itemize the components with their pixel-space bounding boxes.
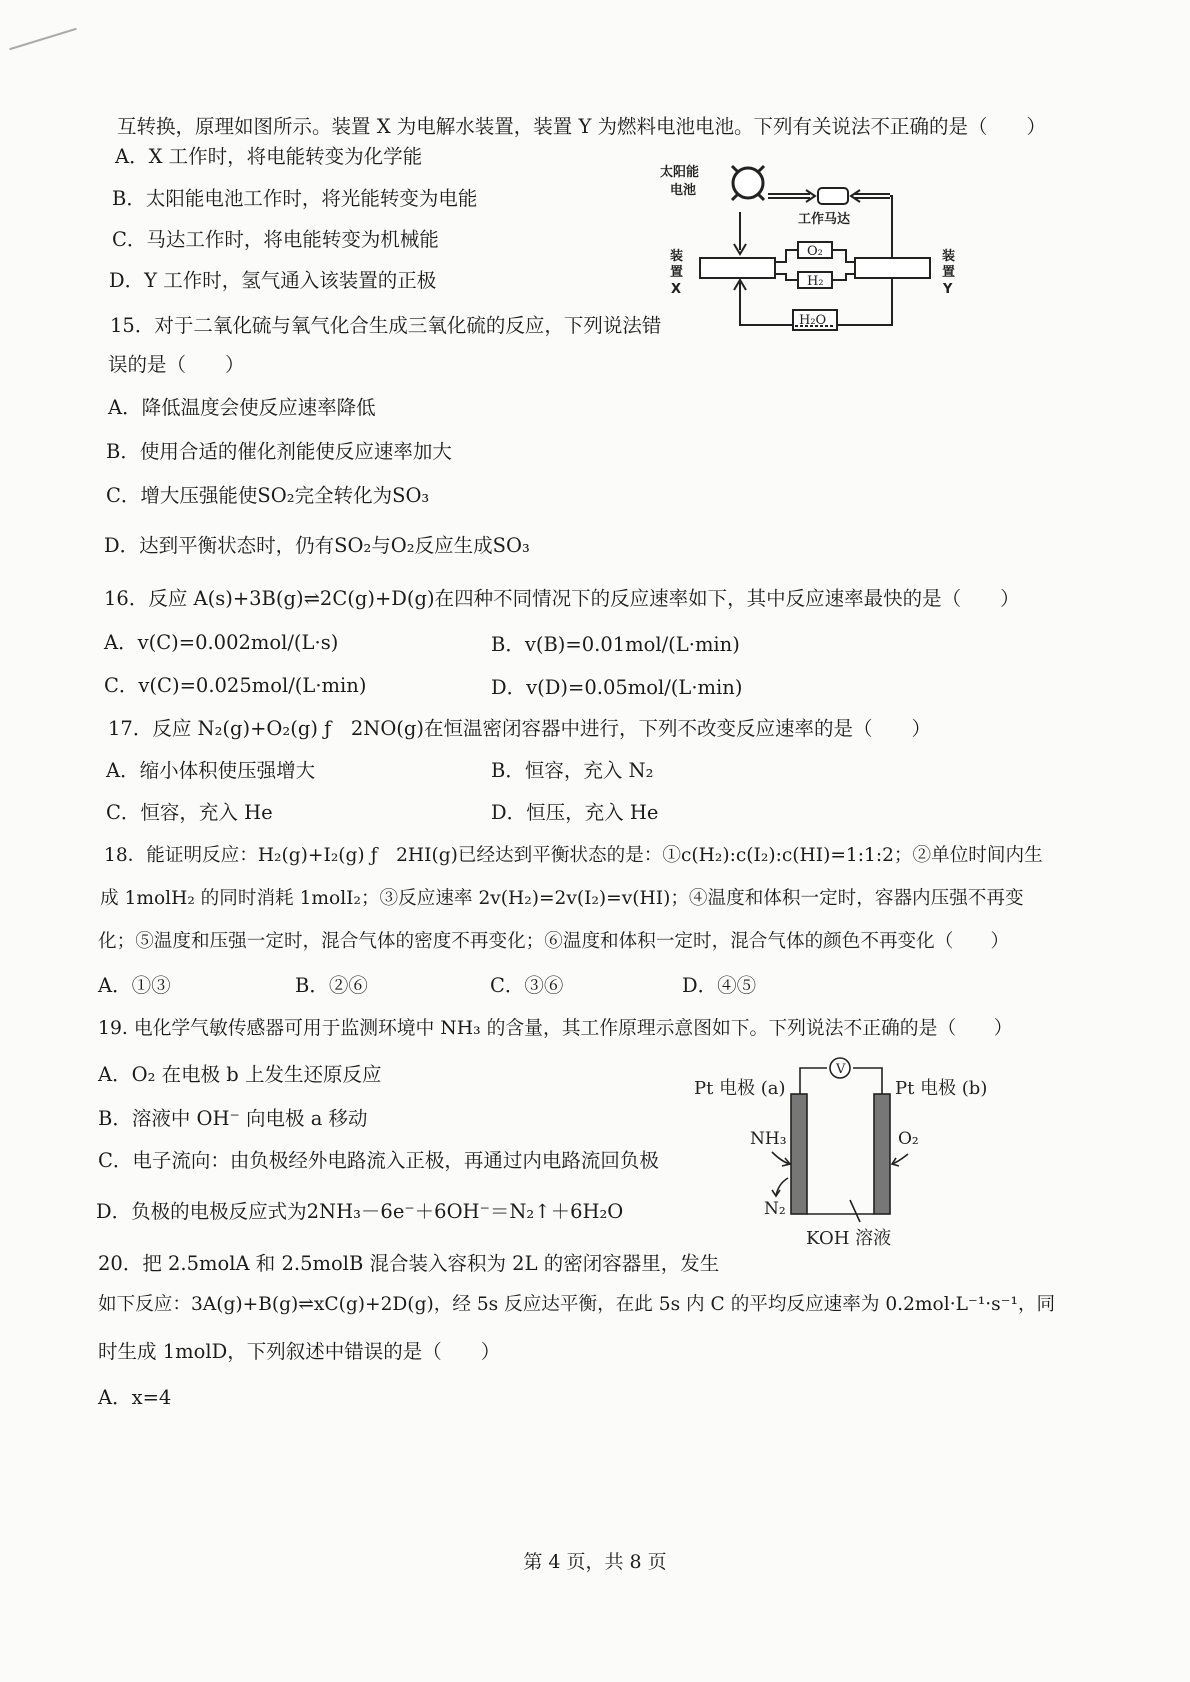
q19-option-b: B．溶液中 OH⁻ 向电极 a 移动 bbox=[98, 1107, 368, 1130]
q17-option-c: C．恒容，充入 He bbox=[106, 801, 273, 824]
q18-option-b: B．②⑥ bbox=[295, 974, 368, 997]
device-y-label: 置 bbox=[942, 265, 956, 280]
q20-option-a: A．x=4 bbox=[98, 1386, 172, 1409]
q18-stem-2: 成 1molH₂ 的同时消耗 1molI₂；③反应速率 2v(H₂)=2v(I₂)=v(HI)；④温度和体积一定时，容器内压强不再变 bbox=[100, 888, 1024, 909]
q19-option-c: C．电子流向：由负极经外电路流入正极，再通过内电路流回负极 bbox=[98, 1149, 659, 1172]
solar-label: 太阳能 bbox=[660, 165, 700, 180]
device-y-label: Y bbox=[943, 282, 953, 297]
q18-stem-3: 化；⑤温度和压强一定时，混合气体的密度不再变化；⑥温度和体积一定时，混合气体的颜色不再变化（ ） bbox=[98, 931, 1010, 952]
scan-scratch-mark bbox=[9, 28, 77, 50]
device-y-box bbox=[855, 258, 930, 278]
q19-option-d: D．负极的电极反应式为2NH₃－6e⁻＋6OH⁻＝N₂↑＋6H₂O bbox=[96, 1200, 624, 1223]
device-x-box bbox=[700, 258, 775, 278]
electrode-a-label: Pt 电极 (a) bbox=[694, 1078, 786, 1099]
q16-stem: 16．反应 A(s)+3B(g)⇌2C(g)+D(g)在四种不同情况下的反应速率如下，其中反应速率最快的是（ ） bbox=[104, 587, 1020, 610]
device-x-label: X bbox=[671, 282, 682, 297]
q17-option-d: D．恒压，充入 He bbox=[491, 801, 659, 824]
q15-stem-2: 误的是（ ） bbox=[108, 353, 245, 376]
solar-fuel-cell-diagram bbox=[660, 150, 980, 345]
q15-option-c: C．增大压强能使SO₂完全转化为SO₃ bbox=[106, 484, 430, 507]
q20-stem-1: 20．把 2.5molA 和 2.5molB 混合装入容积为 2L 的密闭容器里，发生 bbox=[98, 1252, 720, 1275]
page-number: 第 4 页，共 8 页 bbox=[523, 1551, 667, 1573]
solar-label-2: 电池 bbox=[670, 183, 697, 198]
device-x-label: 置 bbox=[670, 265, 684, 280]
q19-stem: 19. 电化学气敏传感器可用于监测环境中 NH₃ 的含量，其工作原理示意图如下。下列说法不正确的是（ ） bbox=[98, 1018, 1013, 1039]
device-x-label: 装 bbox=[670, 249, 684, 264]
q16-option-b: B．v(B)=0.01mol/(L·min) bbox=[491, 633, 740, 656]
q18-option-c: C．③⑥ bbox=[490, 974, 564, 997]
electrode-b bbox=[874, 1094, 890, 1214]
q18-option-a: A．①③ bbox=[98, 974, 171, 997]
q20-stem-3: 时生成 1molD，下列叙述中错误的是（ ） bbox=[98, 1340, 501, 1363]
q17-option-b: B．恒容，充入 N₂ bbox=[491, 759, 654, 782]
q17-stem: 17．反应 N₂(g)+O₂(g) ƒ 2NO(g)在恒温密闭容器中进行，下列不改变反应速率的是（ ） bbox=[108, 717, 931, 740]
nh3-sensor-diagram bbox=[690, 1052, 990, 1252]
q14-option-c: C．马达工作时，将电能转变为机械能 bbox=[112, 228, 439, 251]
electrode-b-label: Pt 电极 (b) bbox=[895, 1078, 988, 1099]
q14-option-b: B．太阳能电池工作时，将光能转变为电能 bbox=[112, 187, 478, 210]
electrode-a bbox=[791, 1094, 807, 1214]
motor-label: 工作马达 bbox=[798, 212, 851, 227]
q17-option-a: A．缩小体积使压强增大 bbox=[106, 759, 316, 782]
q20-stem-2: 如下反应：3A(g)+B(g)⇌xC(g)+2D(g)，经 5s 反应达平衡，在此 5s 内 C 的平均反应速率为 0.2mol·L⁻¹·s⁻¹，同 bbox=[98, 1294, 1056, 1315]
q16-option-c: C．v(C)=0.025mol/(L·min) bbox=[104, 674, 367, 697]
q16-option-a: A．v(C)=0.002mol/(L·s) bbox=[104, 631, 339, 654]
n2-label: N₂ bbox=[764, 1199, 786, 1219]
device-y-label: 装 bbox=[942, 249, 956, 264]
h2-label: H₂ bbox=[807, 274, 824, 289]
motor-icon bbox=[818, 188, 848, 204]
voltmeter-label: V bbox=[836, 1062, 846, 1077]
q14-stem-continued: 互转换，原理如图所示。装置 X 为电解水装置，装置 Y 为燃料电池电池。下列有关说法不正确的是（ ） bbox=[117, 115, 1047, 138]
q15-stem: 15．对于二氧化硫与氧气化合生成三氧化硫的反应，下列说法错 bbox=[110, 314, 662, 337]
q15-option-a: A．降低温度会使反应速率降低 bbox=[108, 396, 376, 419]
q15-option-d: D．达到平衡状态时，仍有SO₂与O₂反应生成SO₃ bbox=[104, 534, 530, 557]
q18-option-d: D．④⑤ bbox=[682, 974, 757, 997]
q19-option-a: A．O₂ 在电极 b 上发生还原反应 bbox=[98, 1063, 382, 1086]
koh-solution-label: KOH 溶液 bbox=[806, 1228, 892, 1249]
q15-option-b: B．使用合适的催化剂能使反应速率加大 bbox=[106, 440, 452, 463]
nh3-label: NH₃ bbox=[750, 1129, 787, 1149]
o2-label: O₂ bbox=[898, 1129, 919, 1149]
q18-stem-1: 18．能证明反应：H₂(g)+I₂(g) ƒ 2HI(g)已经达到平衡状态的是：①c(H₂):c(I₂):c(HI)=1:1:2；②单位时间内生 bbox=[104, 845, 1043, 866]
q14-option-a: A．X 工作时，将电能转变为化学能 bbox=[115, 145, 423, 168]
h2o-label: H₂O bbox=[799, 313, 827, 328]
o2-label: O₂ bbox=[807, 244, 823, 259]
q14-option-d: D．Y 工作时，氢气通入该装置的正极 bbox=[109, 269, 437, 292]
q16-option-d: D．v(D)=0.05mol/(L·min) bbox=[491, 676, 743, 699]
